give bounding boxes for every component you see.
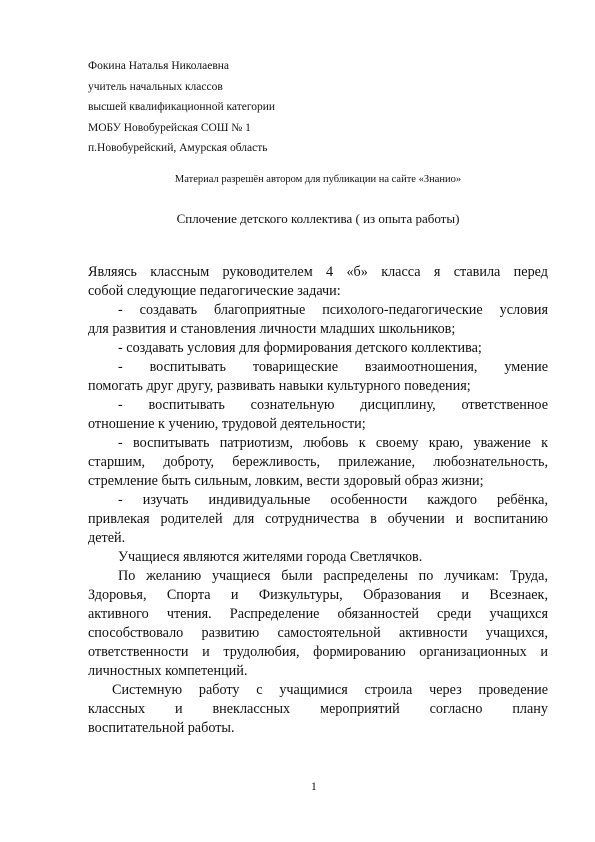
body-line: Являясь классным руководителем 4 «б» класса я ставила перед	[88, 264, 548, 280]
body-line: для развития и становления личности младших школьников;	[88, 321, 456, 337]
body-line: собой следующие педагогические задачи:	[88, 283, 341, 299]
page-number: 1	[311, 781, 317, 793]
document-body	[88, 263, 548, 738]
body-line: личностных компетенций.	[88, 663, 248, 679]
author-category: высшей квалификационной категории	[88, 101, 276, 113]
body-line: воспитательной работы.	[88, 720, 235, 736]
body-line: - изучать индивидуальные особенности каждого ребёнка,	[118, 492, 548, 508]
publication-notice: Материал разрешён автором для публикации на сайте «Знанио»	[174, 174, 462, 185]
body-line: активного чтения. Распределение обязанностей среди учащихся	[88, 606, 548, 622]
author-school: МОБУ Новобурейская СОШ № 1	[88, 121, 251, 134]
body-line: классных и внеклассных мероприятий согласно плану	[88, 701, 548, 717]
body-line: Учащиеся являются жителями города Светлячков.	[118, 549, 423, 565]
author-block	[88, 56, 508, 159]
body-line: способствовало развитию самостоятельной активности учащихся,	[88, 625, 548, 641]
author-location: п.Новобурейский, Амурская область	[88, 142, 268, 154]
author-name: Фокина Наталья Николаевна	[88, 60, 230, 72]
author-position: учитель начальных классов	[88, 80, 223, 93]
body-line: По желанию учащиеся были распределены по лучикам: Труда,	[118, 568, 548, 584]
body-line: ответственности и трудолюбия, формированию организационных и	[88, 644, 548, 660]
body-line: Здоровья, Спорта и Физкультуры, Образования и Всезнаек,	[88, 587, 548, 603]
document-title: Сплочение детского коллектива ( из опыта работы)	[176, 211, 460, 226]
body-line: старшим, доброту, бережливость, прилежание, любознательность,	[88, 454, 548, 470]
body-line: помогать друг другу, развивать навыки культурного поведения;	[88, 378, 471, 394]
body-line: - создавать условия для формирования детского коллектива;	[118, 340, 482, 356]
body-line: - воспитывать сознательную дисциплину, ответственное	[118, 397, 548, 413]
body-line: - создавать благоприятные психолого-педагогические условия	[118, 302, 548, 318]
body-line: - воспитывать товарищеские взаимоотношения, умение	[118, 359, 548, 375]
body-line: привлекая родителей для сотрудничества в обучении и воспитанию	[88, 511, 548, 527]
body-line: - воспитывать патриотизм, любовь к своему краю, уважение к	[118, 435, 548, 451]
body-line: стремление быть сильным, ловким, вести здоровый образ жизни;	[88, 473, 484, 489]
body-line: отношение к учению, трудовой деятельности;	[88, 416, 366, 432]
body-line: детей.	[88, 530, 126, 546]
body-line: Системную работу с учащимися строила через проведение	[112, 682, 548, 698]
